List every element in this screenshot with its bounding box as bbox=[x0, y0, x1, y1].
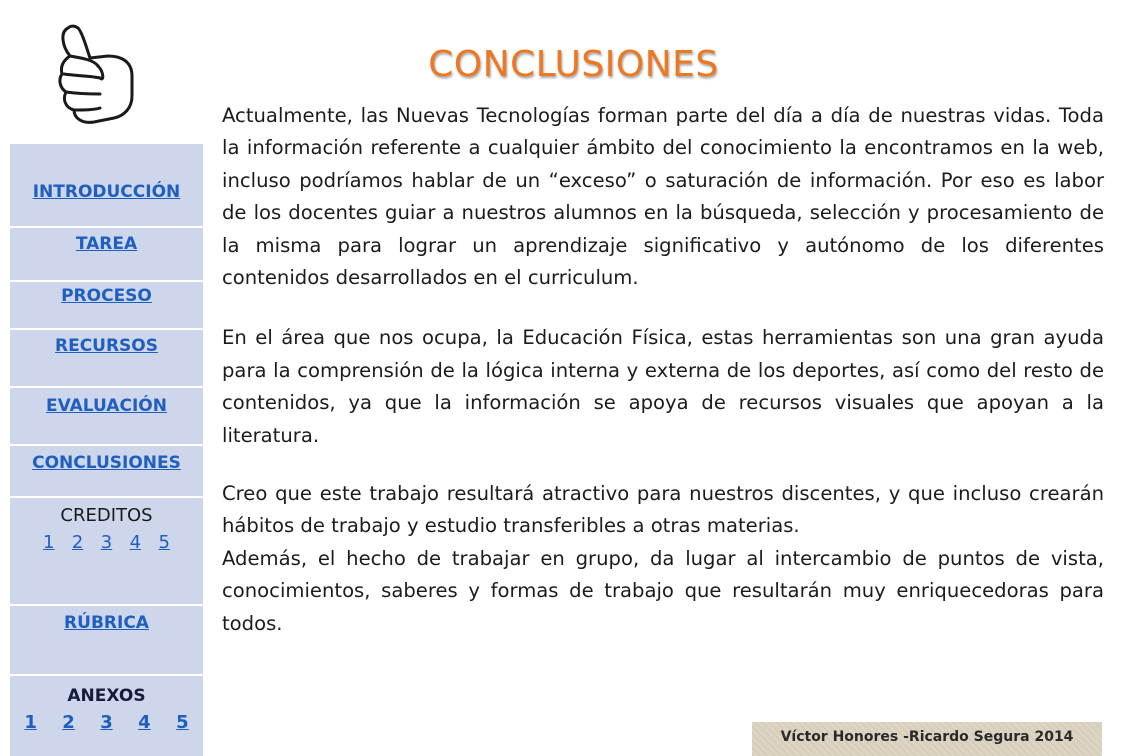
creditos-label: CREDITOS bbox=[60, 505, 153, 526]
creditos-links bbox=[10, 532, 203, 553]
nav-item-evaluacion bbox=[10, 386, 203, 444]
proceso-link[interactable]: PROCESO bbox=[61, 286, 152, 306]
creditos-link-1[interactable]: 1 bbox=[43, 532, 55, 553]
nav-item-recursos bbox=[10, 328, 203, 386]
evaluacion-link[interactable]: EVALUACIÓN bbox=[46, 396, 167, 416]
nav-item-rubrica bbox=[10, 604, 203, 674]
creditos-link-2[interactable]: 2 bbox=[71, 532, 84, 553]
nav-item-proceso bbox=[10, 280, 203, 328]
nav-item-conclusiones bbox=[10, 444, 203, 496]
paragraph-2: En el área que nos ocupa, la Educación Física, estas herramientas son una gran ayuda para la comprensión de la lógica interna y externa de los deportes, así como del resto de contenidos, ya que la información se apoya de recursos visuales que apoyan a la literatura. bbox=[222, 326, 1104, 447]
page-title: CONCLUSIONES bbox=[428, 44, 719, 85]
nav-item-tarea bbox=[10, 226, 203, 280]
tarea-link[interactable]: TAREA bbox=[75, 234, 138, 254]
conclusiones-link[interactable]: CONCLUSIONES bbox=[32, 453, 181, 473]
nav-item-creditos bbox=[10, 496, 203, 604]
recursos-link[interactable]: RECURSOS bbox=[54, 336, 158, 356]
conclusions-text bbox=[222, 100, 1104, 640]
sidebar-nav bbox=[10, 144, 203, 756]
author-footer: Víctor Honores -Ricardo Segura 2014 bbox=[752, 722, 1102, 756]
paragraph-4: Además, el hecho de trabajar en grupo, da lugar al intercambio de puntos de vista, conocimientos, saberes y formas de trabajo que resultarán muy enriquecedoras para todos. bbox=[222, 546, 1104, 635]
paragraph-3: Creo que este trabajo resultará atractivo para nuestros discentes, y que incluso crearán hábitos de trabajo y estudio transferibles a otras materias. bbox=[222, 482, 1104, 538]
paragraph-1: Actualmente, las Nuevas Tecnologías forman parte del día a día de nuestras vidas. Toda la información referente a cualquier ámbito del conocimiento la encontramos en la web, incluso podríamos hablar de un “exceso” o saturación de información. Por eso es labor de los docentes guiar a nuestros alumnos en la búsqueda, selección y procesamiento de la misma para lograr un aprendizaje significativo y autónomo de los diferentes contenidos desarrollados en el curriculum. bbox=[222, 104, 1104, 290]
anexos-links bbox=[10, 712, 203, 733]
creditos-link-5[interactable]: 5 bbox=[158, 532, 170, 553]
anexos-link-3[interactable]: 3 bbox=[100, 712, 113, 733]
nav-item-introduccion bbox=[10, 144, 203, 226]
anexos-label: ANEXOS bbox=[67, 686, 146, 706]
anexos-link-1[interactable]: 1 bbox=[24, 712, 37, 733]
anexos-link-4[interactable]: 4 bbox=[138, 712, 151, 733]
anexos-link-5[interactable]: 5 bbox=[176, 712, 189, 733]
anexos-link-2[interactable]: 2 bbox=[62, 712, 75, 733]
creditos-link-4[interactable]: 4 bbox=[129, 532, 142, 553]
rubrica-link[interactable]: RÚBRICA bbox=[64, 613, 149, 633]
nav-item-anexos bbox=[10, 674, 203, 756]
introduccion-link[interactable]: INTRODUCCIÓN bbox=[32, 182, 181, 202]
creditos-link-3[interactable]: 3 bbox=[100, 532, 113, 553]
